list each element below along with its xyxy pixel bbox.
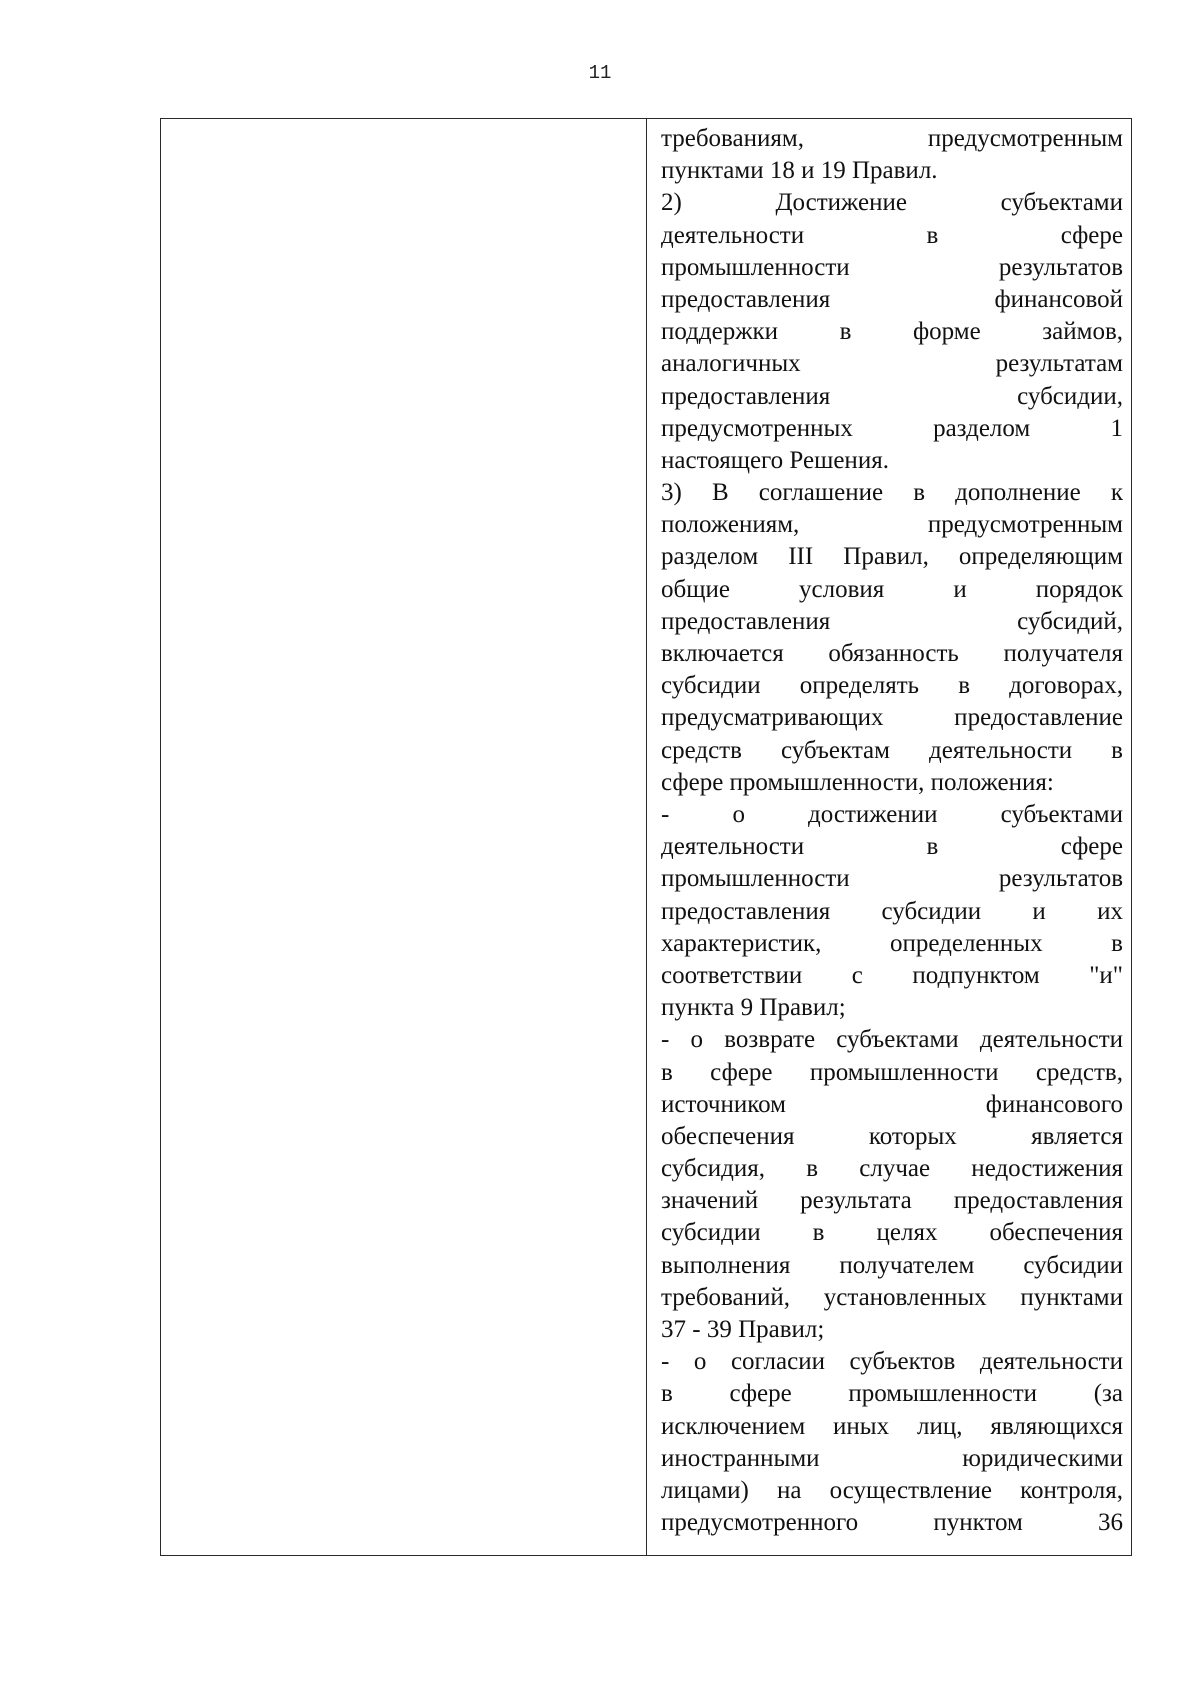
text-line: предоставления субсидии, [661, 382, 1123, 410]
text-line: источником финансового [661, 1090, 1123, 1118]
text-line: выполнения получателем субсидии [661, 1251, 1123, 1279]
cell-text-block [661, 123, 1123, 1539]
text-line: субсидии в целях обеспечения [661, 1219, 1123, 1247]
text-line: характеристик, определенных в [661, 929, 1123, 957]
text-line: деятельности в сфере [661, 221, 1123, 249]
text-line: иностранными юридическими [661, 1444, 1123, 1472]
text-line: предусмотренного пунктом 36 [661, 1509, 1123, 1537]
text-line: соответствии с подпунктом "и" [661, 961, 1123, 989]
text-line: - о согласии субъектов деятельности [661, 1348, 1123, 1376]
text-line: исключением иных лиц, являющихся [661, 1412, 1123, 1440]
text-line: сфере промышленности, положения: [661, 768, 1054, 796]
text-line: предусмотренных разделом 1 [661, 414, 1123, 442]
text-line: промышленности результатов [661, 865, 1123, 893]
text-line: предоставления финансовой [661, 285, 1123, 313]
text-line: требований, установленных пунктами [661, 1283, 1123, 1311]
text-line: лицами) на осуществление контроля, [661, 1476, 1123, 1504]
text-line: пункта 9 Правил; [661, 994, 846, 1022]
text-line: промышленности результатов [661, 253, 1123, 281]
text-line: - о достижении субъектами [661, 800, 1123, 828]
text-line: предусматривающих предоставление [661, 704, 1123, 732]
text-line: поддержки в форме займов, [661, 318, 1123, 346]
text-line: общие условия и порядок [661, 575, 1123, 603]
table-cell-right [647, 119, 1131, 1555]
text-line: значений результата предоставления [661, 1187, 1123, 1215]
text-line: настоящего Решения. [661, 446, 889, 474]
text-line: обеспечения которых является [661, 1122, 1123, 1150]
page-number: 11 [588, 62, 612, 84]
text-line: предоставления субсидий, [661, 607, 1123, 635]
text-line: аналогичных результатам [661, 350, 1123, 378]
table-cell-left [161, 119, 647, 1555]
text-line: субсидия, в случае недостижения [661, 1155, 1123, 1183]
document-table [160, 118, 1132, 1556]
text-line: предоставления субсидии и их [661, 897, 1123, 925]
text-line: требованиям, предусмотренным [661, 125, 1123, 152]
text-line: субсидии определять в договорах, [661, 672, 1123, 700]
text-line: средств субъектам деятельности в [661, 736, 1123, 764]
text-line: - о возврате субъектами деятельности [661, 1026, 1123, 1054]
text-line: в сфере промышленности (за [661, 1380, 1123, 1408]
text-line: в сфере промышленности средств, [661, 1058, 1123, 1086]
text-line: 2) Достижение субъектами [661, 189, 1123, 217]
text-line: деятельности в сфере [661, 833, 1123, 861]
text-line: положениям, предусмотренным [661, 511, 1123, 539]
text-line: 3) В соглашение в дополнение к [661, 479, 1123, 507]
text-line: включается обязанность получателя [661, 640, 1123, 668]
text-line: разделом III Правил, определяющим [661, 543, 1123, 571]
text-line: 37 - 39 Правил; [661, 1316, 825, 1343]
text-line: пунктами 18 и 19 Правил. [661, 157, 938, 185]
